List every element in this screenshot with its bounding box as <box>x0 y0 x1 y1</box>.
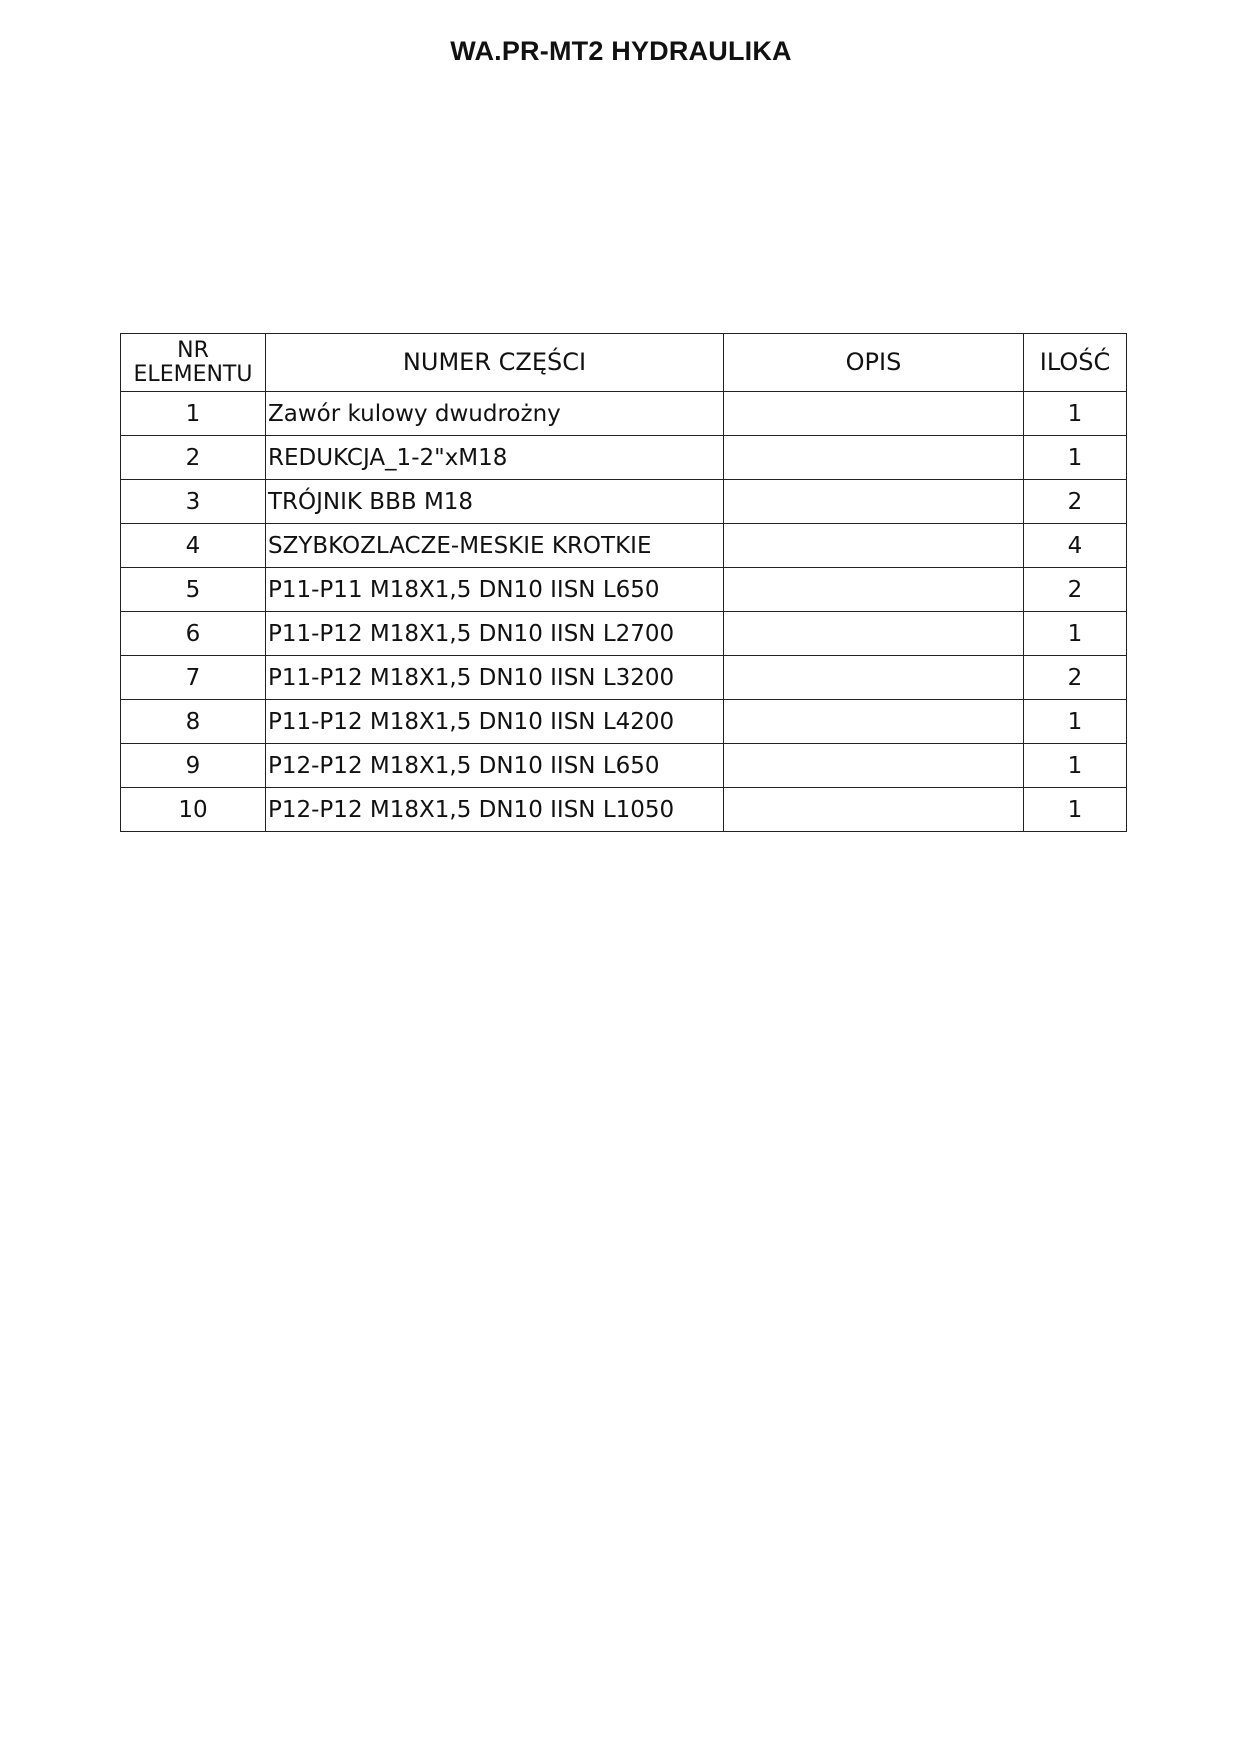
cell-element-number: 2 <box>121 436 266 480</box>
cell-description <box>724 436 1024 480</box>
cell-quantity: 1 <box>1024 612 1127 656</box>
cell-description <box>724 524 1024 568</box>
header-description: OPIS <box>724 334 1024 392</box>
cell-quantity: 1 <box>1024 788 1127 832</box>
cell-part-number: Zawór kulowy dwudrożny <box>266 392 724 436</box>
cell-element-number: 7 <box>121 656 266 700</box>
header-element-number <box>121 334 266 392</box>
table-row <box>121 656 1127 700</box>
cell-description <box>724 700 1024 744</box>
cell-description <box>724 568 1024 612</box>
table-row <box>121 392 1127 436</box>
cell-quantity: 2 <box>1024 656 1127 700</box>
cell-part-number: P11-P12 M18X1,5 DN10 IISN L2700 <box>266 612 724 656</box>
table-row <box>121 612 1127 656</box>
cell-quantity: 1 <box>1024 700 1127 744</box>
cell-part-number: REDUKCJA_1-2"xM18 <box>266 436 724 480</box>
cell-description <box>724 744 1024 788</box>
cell-quantity: 1 <box>1024 744 1127 788</box>
table-row <box>121 524 1127 568</box>
table-header <box>121 334 1127 392</box>
cell-quantity: 1 <box>1024 392 1127 436</box>
cell-description <box>724 480 1024 524</box>
cell-part-number: P11-P11 M18X1,5 DN10 IISN L650 <box>266 568 724 612</box>
cell-element-number: 3 <box>121 480 266 524</box>
cell-part-number: P11-P12 M18X1,5 DN10 IISN L4200 <box>266 700 724 744</box>
cell-quantity: 2 <box>1024 480 1127 524</box>
bill-of-materials-table <box>120 333 1127 832</box>
cell-element-number: 10 <box>121 788 266 832</box>
header-nr-line2: ELEMENTU <box>133 361 253 387</box>
cell-element-number: 8 <box>121 700 266 744</box>
table-row <box>121 788 1127 832</box>
cell-part-number: P12-P12 M18X1,5 DN10 IISN L650 <box>266 744 724 788</box>
header-row <box>121 334 1127 392</box>
cell-description <box>724 392 1024 436</box>
table-row <box>121 700 1127 744</box>
table-row <box>121 568 1127 612</box>
cell-part-number: P11-P12 M18X1,5 DN10 IISN L3200 <box>266 656 724 700</box>
header-part-number: NUMER CZĘŚCI <box>266 334 724 392</box>
cell-element-number: 1 <box>121 392 266 436</box>
header-nr-line1: NR <box>177 337 209 363</box>
table-row <box>121 480 1127 524</box>
table-body <box>121 392 1127 832</box>
cell-description <box>724 656 1024 700</box>
cell-part-number: P12-P12 M18X1,5 DN10 IISN L1050 <box>266 788 724 832</box>
table-row <box>121 744 1127 788</box>
cell-description <box>724 788 1024 832</box>
table-row <box>121 436 1127 480</box>
header-quantity: ILOŚĆ <box>1024 334 1127 392</box>
cell-element-number: 4 <box>121 524 266 568</box>
cell-part-number: TRÓJNIK BBB M18 <box>266 480 724 524</box>
cell-description <box>724 612 1024 656</box>
document-title: WA.PR-MT2 HYDRAULIKA <box>450 36 792 66</box>
cell-element-number: 6 <box>121 612 266 656</box>
cell-part-number: SZYBKOZLACZE-MESKIE KROTKIE <box>266 524 724 568</box>
cell-quantity: 4 <box>1024 524 1127 568</box>
cell-element-number: 9 <box>121 744 266 788</box>
cell-element-number: 5 <box>121 568 266 612</box>
cell-quantity: 2 <box>1024 568 1127 612</box>
cell-quantity: 1 <box>1024 436 1127 480</box>
